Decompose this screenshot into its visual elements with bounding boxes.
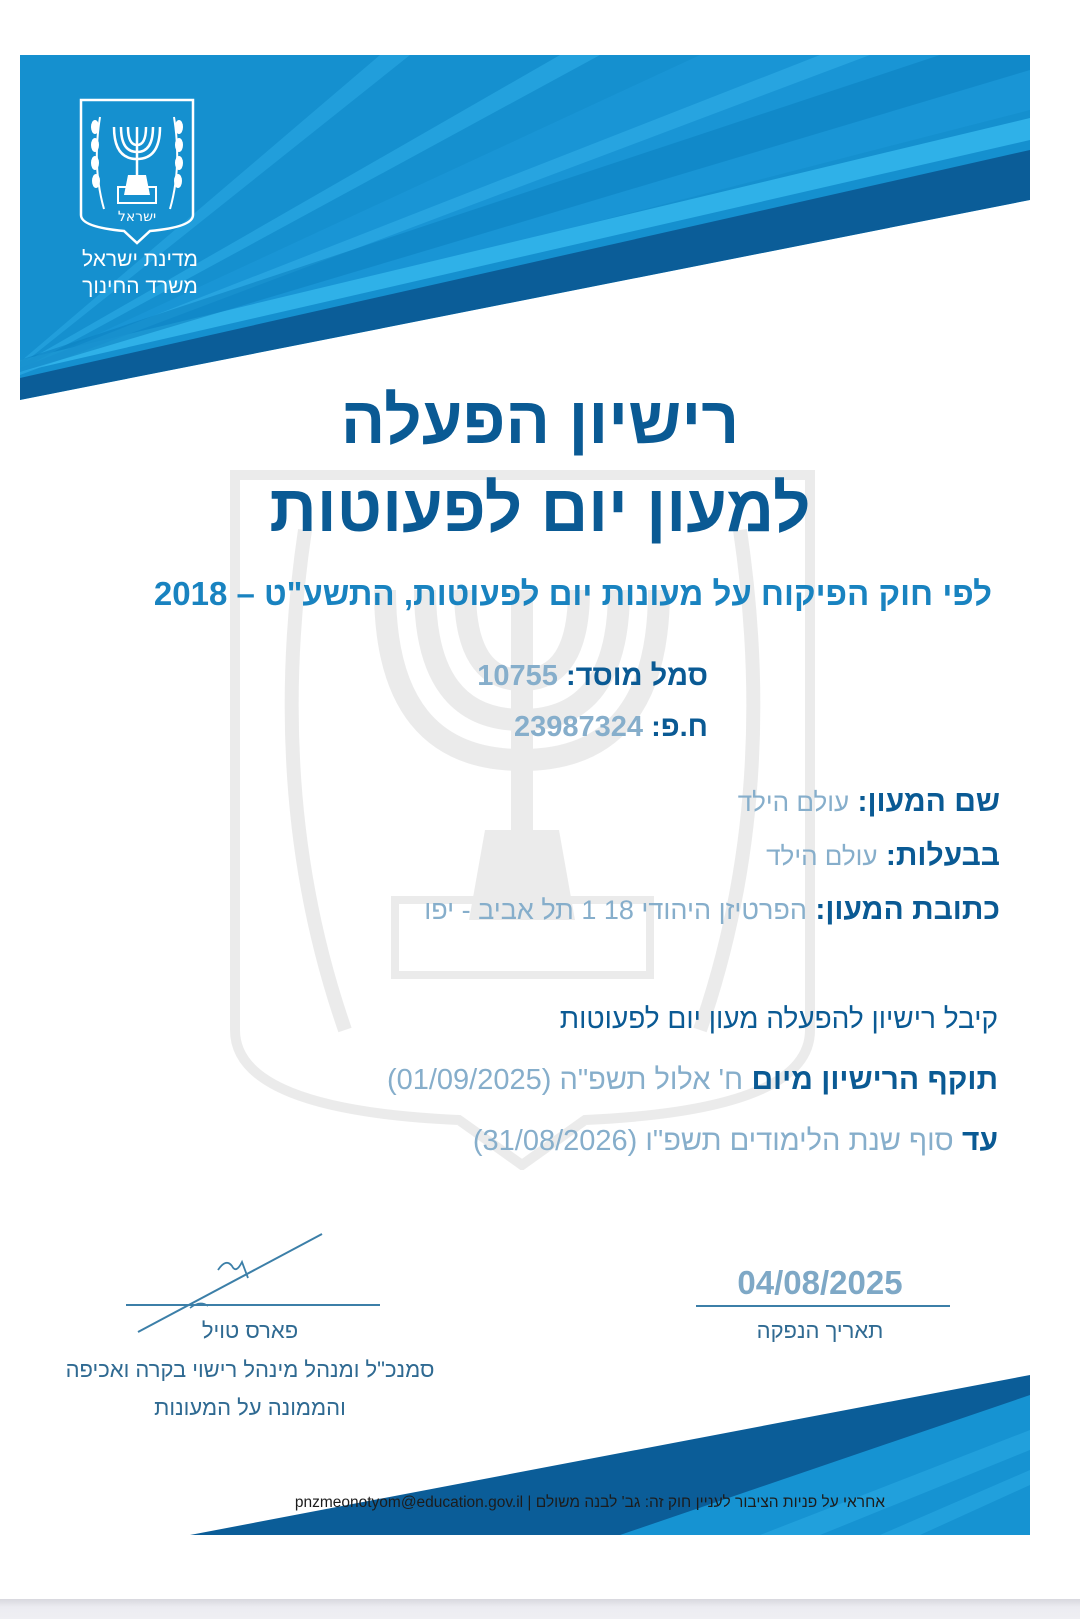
issue-date: 04/08/2025 <box>737 1264 903 1301</box>
address-label: כתובת המעון: <box>815 893 1000 926</box>
signature-line <box>126 1304 380 1306</box>
law-subtitle: לפי חוק הפיקוח על מעונות יום לפעוטות, התשע"ט – 2018 <box>153 575 992 612</box>
valid-until-value: סוף שנת הלימודים תשפ"ו (31/08/2026) <box>472 1125 954 1157</box>
ministry-block <box>60 246 220 300</box>
daycare-name-value: עולם הילד <box>737 787 850 817</box>
valid-from-row <box>387 1063 998 1097</box>
valid-until-row <box>473 1124 998 1158</box>
owner-label: בבעלות: <box>885 839 1000 872</box>
valid-from-label: תוקף הרישיון מיום <box>751 1063 998 1096</box>
viewer-bottom-edge <box>0 1599 1080 1619</box>
signer-name: פארס טויל <box>201 1318 299 1343</box>
institution-code-row <box>477 660 708 693</box>
public-inquiries-footer: אחראי על פניות הציבור לעניין חוק זה: גב' לבנה משולם | pnzmeonotyom@education.gov.il <box>294 1494 885 1511</box>
title-line-2: למעון יום לפעוטות <box>269 471 811 545</box>
institution-code-label: סמל מוסד: <box>566 660 708 692</box>
institution-code-value: 10755 <box>477 660 558 692</box>
issue-date-label: תאריך הנפקה <box>756 1318 884 1343</box>
company-id-label: ח.פ: <box>651 711 708 743</box>
address-value: הפרטיזן היהודי 18 1 תל אביב - יפו <box>424 895 807 925</box>
daycare-name-label: שם המעון: <box>857 785 1000 818</box>
state-emblem-icon <box>78 97 196 245</box>
title-line-1: רישיון הפעלה <box>340 383 740 457</box>
signer-title-line-2: והממונה על המעונות <box>154 1395 346 1420</box>
daycare-name-row <box>738 785 1000 819</box>
license-statement: קיבל רישיון להפעלה מעון יום לפעוטות <box>559 1003 998 1034</box>
owner-value: עולם הילד <box>766 841 878 871</box>
signer-title-line-1: סמנכ"ל ומנהל מינהל רישוי בקרה ואכיפה <box>65 1357 435 1382</box>
company-id-row <box>514 711 708 744</box>
address-row <box>424 893 1000 927</box>
ministry-name: משרד החינוך <box>82 275 198 298</box>
svg-text:ישראל: ישראל <box>117 209 157 225</box>
owner-row <box>766 839 1000 873</box>
issue-date-line <box>696 1305 950 1307</box>
valid-from-value: ח' אלול תשפ"ה (01/09/2025) <box>386 1064 744 1096</box>
valid-until-label: עד <box>961 1124 998 1157</box>
state-name: מדינת ישראל <box>82 248 198 271</box>
company-id-value: 23987324 <box>513 711 643 743</box>
